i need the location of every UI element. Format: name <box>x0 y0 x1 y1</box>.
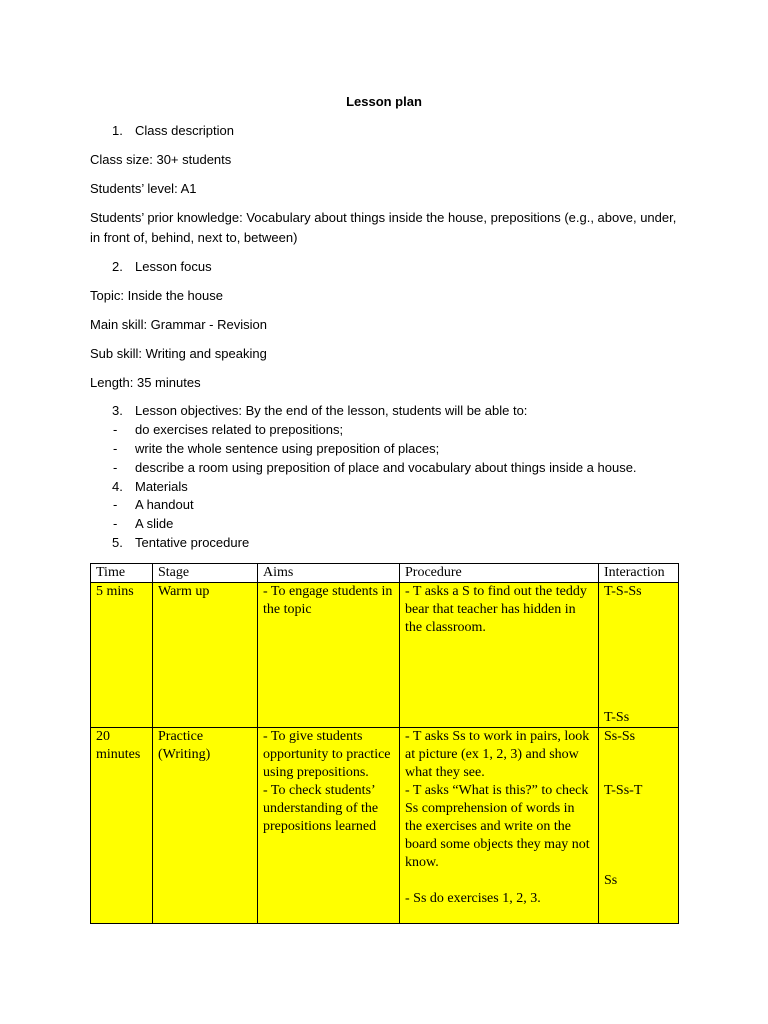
table-row <box>91 728 679 924</box>
length: Length: 35 minutes <box>90 375 201 390</box>
interaction-text: Ss-Ss <box>604 729 636 744</box>
cell-time <box>91 583 153 728</box>
cell-interaction <box>599 728 679 924</box>
stage-text: Practice (Writing) <box>158 729 211 762</box>
procedure-text: - T asks Ss to work in pairs, look at picture (ex 1, 2, 3) and show what they see. <box>405 729 593 780</box>
prior-knowledge: Students’ prior knowledge: Vocabulary about things inside the house, prepositions (e.g., above, under, in front of, behind, next to, between) <box>90 210 677 245</box>
cell-stage <box>153 728 258 924</box>
sub-skill: Sub skill: Writing and speaking <box>90 346 267 361</box>
objective-dash: - <box>113 441 118 456</box>
header-procedure: Procedure <box>400 564 599 583</box>
cell-aims <box>258 583 400 728</box>
procedure-text: - T asks a S to find out the teddy bear that teacher has hidden in the classroom. <box>405 584 591 635</box>
time-text: 5 mins <box>96 584 134 599</box>
material-item: A slide <box>135 516 174 531</box>
section-5-number: 5. <box>112 535 123 550</box>
cell-time <box>91 728 153 924</box>
objective-item: write the whole sentence using preposition of places; <box>135 441 440 456</box>
class-size: Class size: 30+ students <box>90 152 232 167</box>
procedure-text: - Ss do exercises 1, 2, 3. <box>405 891 541 906</box>
section-5-heading: Tentative procedure <box>135 535 250 550</box>
material-dash: - <box>113 516 118 531</box>
header-aims: Aims <box>258 564 400 583</box>
cell-procedure <box>400 583 599 728</box>
section-3-number: 3. <box>112 403 123 418</box>
table-header-row <box>91 564 679 583</box>
objective-dash: - <box>113 460 118 475</box>
document-title: Lesson plan <box>346 94 422 109</box>
objective-dash: - <box>113 422 118 437</box>
aims-text: - To engage students in the topic <box>263 584 396 617</box>
interaction-text: T-S-Ss <box>604 584 642 599</box>
aims-text: - To give students opportunity to practice using prepositions. <box>263 729 395 780</box>
procedure-table <box>90 563 679 924</box>
students-level: Students’ level: A1 <box>90 181 197 196</box>
interaction-text: T-Ss-T <box>604 783 643 798</box>
section-2-heading: Lesson focus <box>135 259 212 274</box>
interaction-text: Ss <box>604 873 618 888</box>
section-4-number: 4. <box>112 479 123 494</box>
header-stage: Stage <box>153 564 258 583</box>
material-dash: - <box>113 497 118 512</box>
table-row <box>91 583 679 728</box>
cell-interaction <box>599 583 679 728</box>
objective-item: do exercises related to prepositions; <box>135 422 344 437</box>
material-item: A handout <box>135 497 194 512</box>
section-4-heading: Materials <box>135 479 188 494</box>
section-3-heading: Lesson objectives: By the end of the lesson, students will be able to: <box>135 403 528 418</box>
section-1-heading: Class description <box>135 123 234 138</box>
interaction-text: T-Ss <box>604 710 630 725</box>
cell-procedure <box>400 728 599 924</box>
main-skill: Main skill: Grammar - Revision <box>90 317 267 332</box>
aims-text: - To check students’ understanding of the prepositions learned <box>263 783 382 834</box>
section-1-number: 1. <box>112 123 123 138</box>
topic: Topic: Inside the house <box>90 288 223 303</box>
objective-item: describe a room using preposition of place and vocabulary about things inside a house. <box>135 460 637 475</box>
procedure-text: - T asks “What is this?” to check Ss comprehension of words in the exercises and write on the board some objects they may not know. <box>405 783 594 870</box>
cell-aims <box>258 728 400 924</box>
header-time: Time <box>91 564 153 583</box>
stage-text: Warm up <box>158 584 210 599</box>
section-2-number: 2. <box>112 259 123 274</box>
cell-stage <box>153 583 258 728</box>
header-interaction: Interaction <box>599 564 679 583</box>
time-text: 20 minutes <box>96 729 141 762</box>
